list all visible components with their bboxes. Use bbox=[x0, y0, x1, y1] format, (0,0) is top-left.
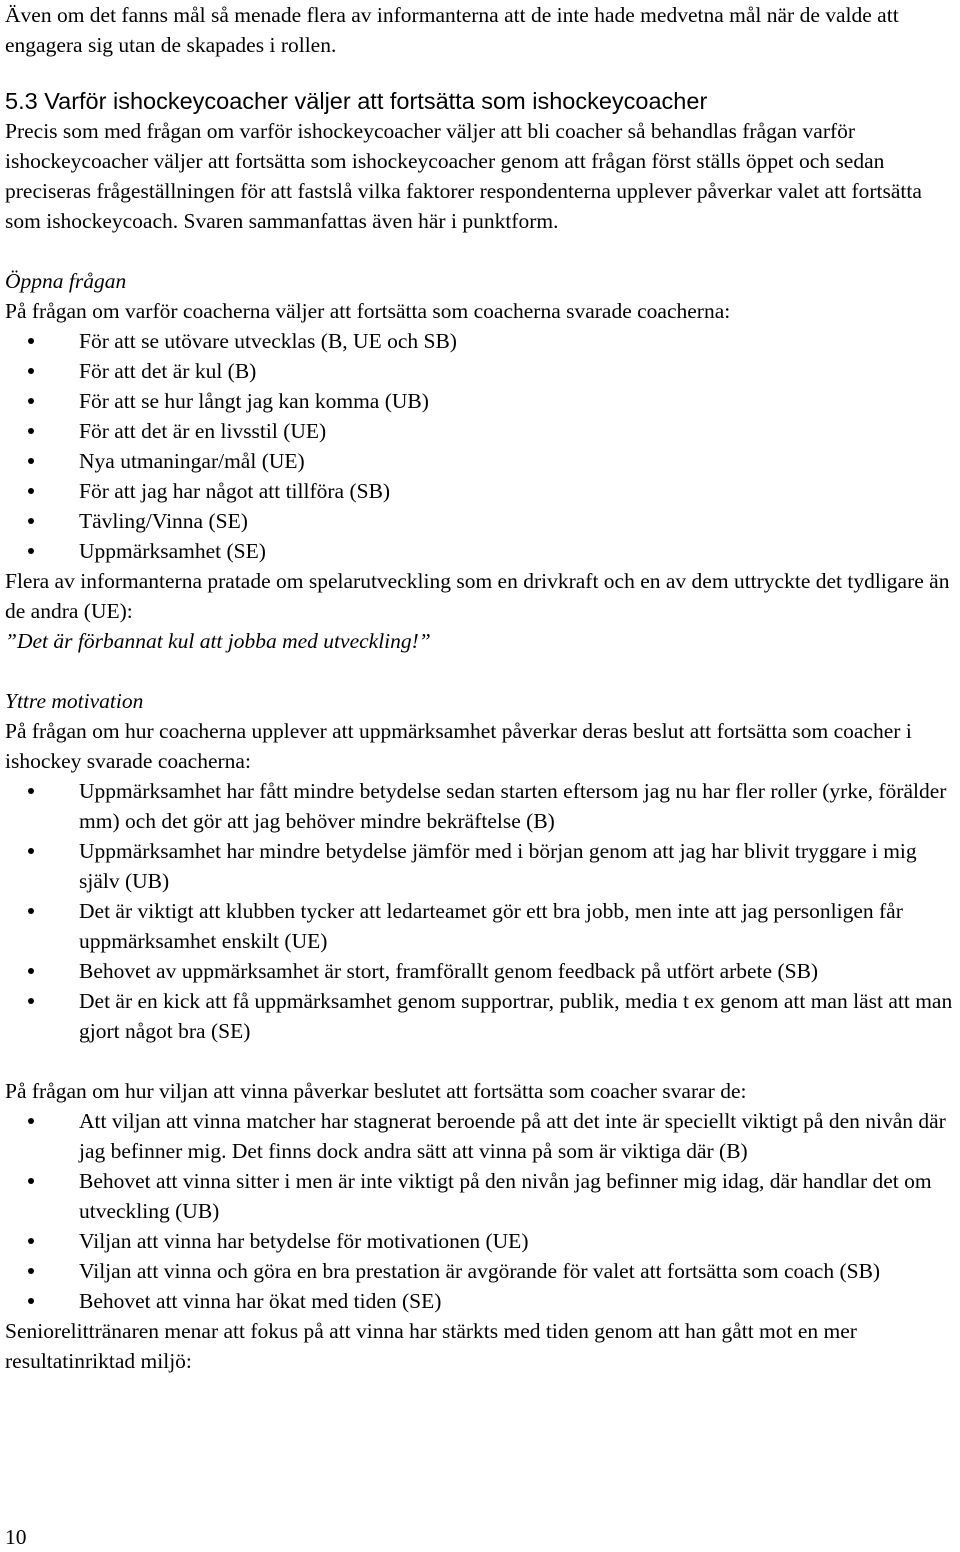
open-question-intro: På frågan om varför coacherna väljer att fortsätta som coacherna svarade coacherna: bbox=[5, 299, 731, 323]
list-item: För att jag har något att tillföra (SB) bbox=[5, 476, 957, 506]
list-item: Att viljan att vinna matcher har stagnerat beroende på att det inte är speciellt viktigt på den nivån där jag befinner mig. Det finns dock andra sätt att vinna på som är viktiga där (B) bbox=[5, 1106, 957, 1166]
section-paragraph: Precis som med frågan om varför ishockeycoacher väljer att bli coacher så behandlas frågan varför ishockeycoacher väljer att fortsätta som ishockeycoacher genom att frågan först ställs öppet och sedan preciseras frågeställningen för att fastslå vilka faktorer respondenterna upplever påverkar valet att fortsätta som ishockeycoach. Svaren sammanfattas även här i punktform. bbox=[5, 119, 922, 233]
intro-paragraph: Även om det fanns mål så menade flera av informanterna att de inte hade medvetna mål när de valde att engagera sig utan de skapades i rollen. bbox=[5, 3, 899, 57]
list-item: Behovet av uppmärksamhet är stort, framförallt genom feedback på utfört arbete (SB) bbox=[5, 956, 957, 986]
list-item: Tävling/Vinna (SE) bbox=[5, 506, 957, 536]
winning-list bbox=[5, 1106, 957, 1316]
open-question-list bbox=[5, 326, 957, 566]
list-item: Uppmärksamhet har mindre betydelse jämför med i början genom att jag har blivit tryggare i mig själv (UB) bbox=[5, 836, 957, 896]
winning-after: Seniorelittränaren menar att fokus på att vinna har stärkts med tiden genom att han gått mot en mer resultatinriktad miljö: bbox=[5, 1319, 857, 1373]
list-item: Uppmärksamhet (SE) bbox=[5, 536, 957, 566]
list-item: För att se utövare utvecklas (B, UE och SB) bbox=[5, 326, 957, 356]
quote: ”Det är förbannat kul att jobba med utveckling!” bbox=[5, 629, 431, 653]
list-item: Nya utmaningar/mål (UE) bbox=[5, 446, 957, 476]
external-motivation-intro: På frågan om hur coacherna upplever att uppmärksamhet påverkar deras beslut att fortsätta som coacher i ishockey svarade coacherna: bbox=[5, 719, 912, 773]
external-motivation-list bbox=[5, 776, 957, 1046]
page-number: 10 bbox=[5, 1525, 27, 1549]
winning-intro: På frågan om hur viljan att vinna påverkar beslutet att fortsätta som coacher svarar de: bbox=[5, 1079, 747, 1103]
list-item: Viljan att vinna och göra en bra prestation är avgörande för valet att fortsätta som coach (SB) bbox=[5, 1256, 957, 1286]
list-item: Det är en kick att få uppmärksamhet genom supportrar, publik, media t ex genom att man läst att man gjort något bra (SE) bbox=[5, 986, 957, 1046]
list-item: Det är viktigt att klubben tycker att ledarteamet gör ett bra jobb, men inte att jag personligen får uppmärksamhet enskilt (UE) bbox=[5, 896, 957, 956]
list-item: Viljan att vinna har betydelse för motivationen (UE) bbox=[5, 1226, 957, 1256]
list-item: För att det är en livsstil (UE) bbox=[5, 416, 957, 446]
open-question-after: Flera av informanterna pratade om spelarutveckling som en drivkraft och en av dem uttryckte det tydligare än de andra (UE): bbox=[5, 569, 950, 623]
open-question-title: Öppna frågan bbox=[5, 269, 127, 293]
section-heading: 5.3 Varför ishockeycoacher väljer att fortsätta som ishockeycoacher bbox=[5, 88, 708, 114]
list-item: För att se hur långt jag kan komma (UB) bbox=[5, 386, 957, 416]
list-item: Behovet att vinna sitter i men är inte viktigt på den nivån jag befinner mig idag, där handlar det om utveckling (UB) bbox=[5, 1166, 957, 1226]
list-item: Behovet att vinna har ökat med tiden (SE) bbox=[5, 1286, 957, 1316]
list-item: För att det är kul (B) bbox=[5, 356, 957, 386]
external-motivation-title: Yttre motivation bbox=[5, 689, 144, 713]
list-item: Uppmärksamhet har fått mindre betydelse sedan starten eftersom jag nu har fler roller (yrke, förälder mm) och det gör att jag behöver mindre bekräftelse (B) bbox=[5, 776, 957, 836]
document-page bbox=[5, 0, 957, 1376]
